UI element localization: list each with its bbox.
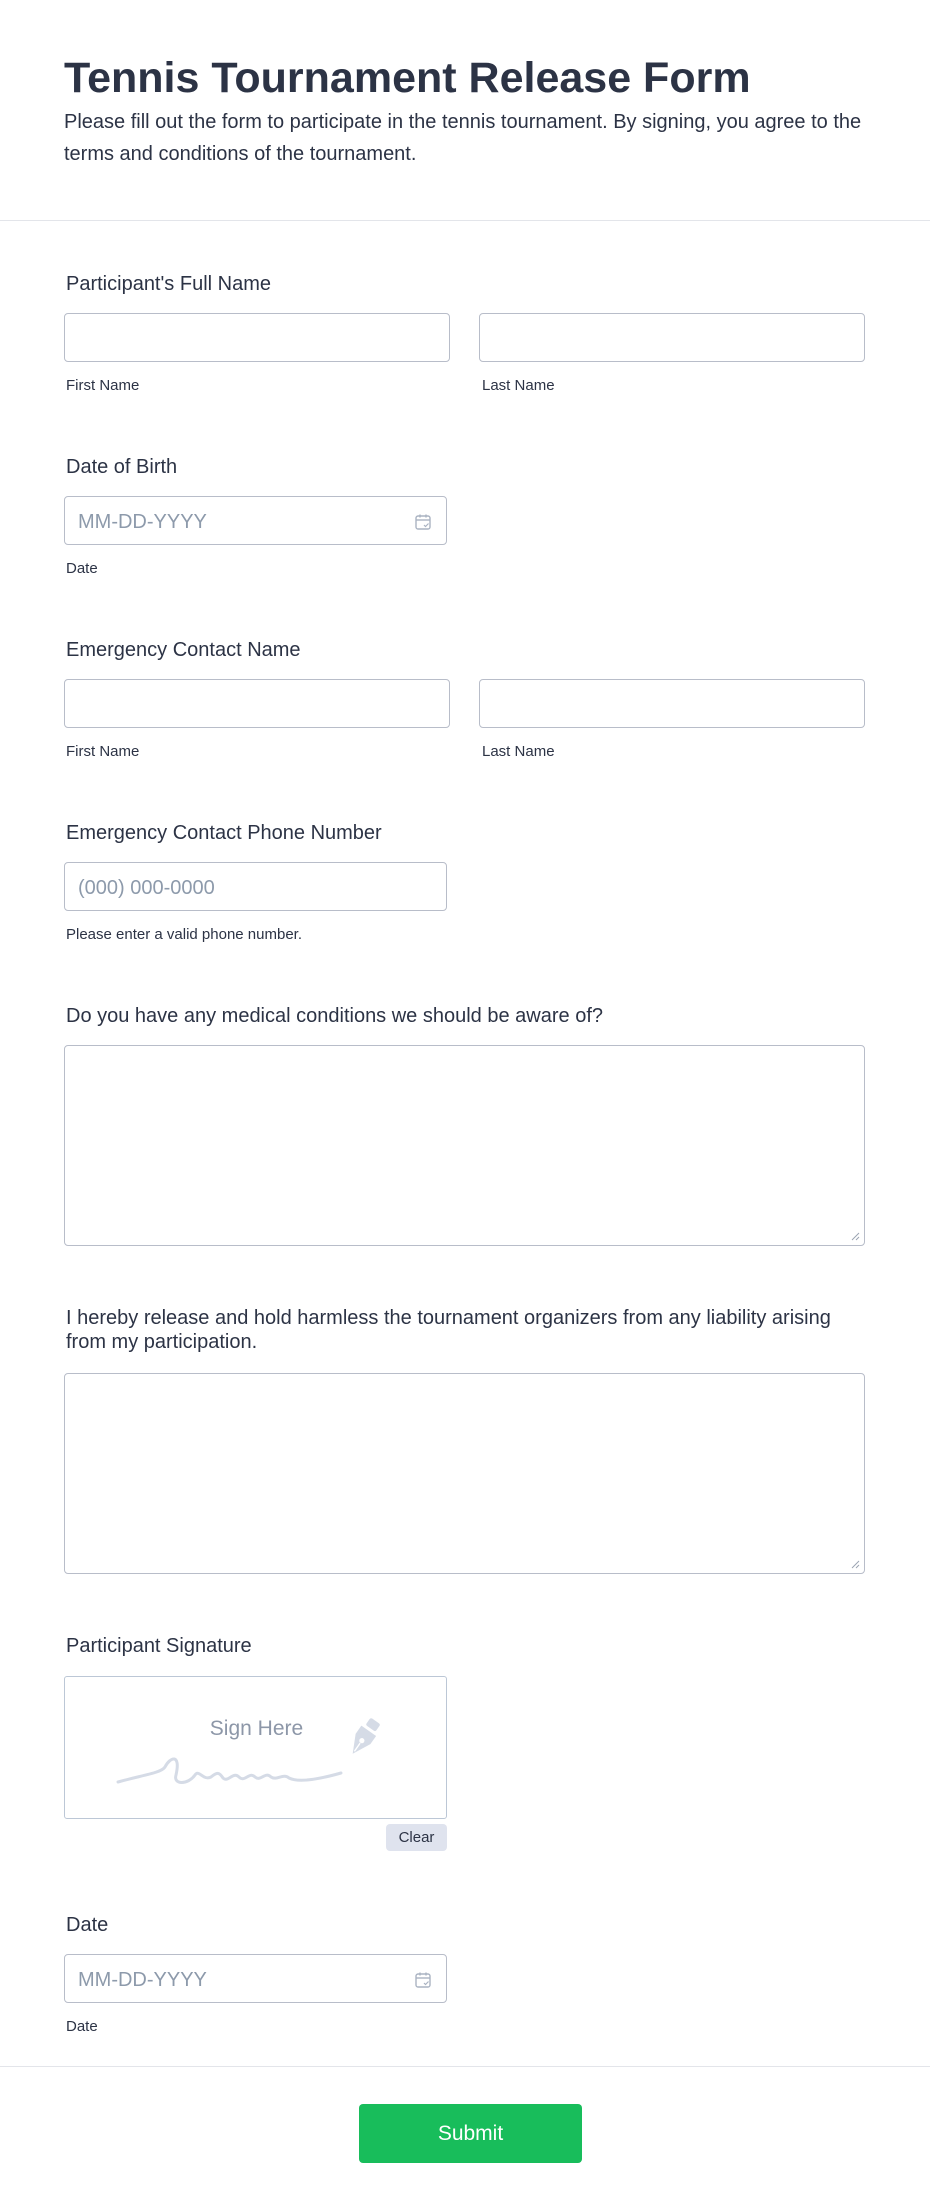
emergency-name-label: Emergency Contact Name	[66, 639, 301, 661]
participant-first-name-sublabel: First Name	[66, 377, 140, 394]
pen-nib-icon	[345, 1717, 381, 1761]
emergency-last-name-input[interactable]	[479, 679, 865, 728]
calendar-icon[interactable]	[414, 513, 432, 531]
emergency-first-name-sublabel: First Name	[66, 743, 140, 760]
date-input[interactable]	[64, 1954, 447, 2003]
date-placeholder: MM-DD-YYYY	[78, 1969, 207, 1991]
calendar-icon[interactable]	[414, 1971, 432, 1989]
resize-grip-icon[interactable]	[851, 1232, 860, 1241]
dob-sublabel: Date	[66, 560, 98, 577]
date-sublabel: Date	[66, 2018, 98, 2035]
release-textarea[interactable]	[64, 1373, 865, 1574]
emergency-phone-placeholder: (000) 000-0000	[78, 877, 215, 899]
medical-label: Do you have any medical conditions we should be aware of?	[66, 1005, 603, 1027]
date-label: Date	[66, 1914, 109, 1936]
resize-grip-icon[interactable]	[851, 1560, 860, 1569]
submit-button[interactable]: Submit	[359, 2104, 582, 2163]
dob-label: Date of Birth	[66, 456, 178, 478]
participant-last-name-sublabel: Last Name	[482, 377, 555, 394]
dob-placeholder: MM-DD-YYYY	[78, 511, 207, 533]
form-header	[0, 0, 930, 221]
dob-input[interactable]	[64, 496, 447, 545]
emergency-last-name-sublabel: Last Name	[482, 743, 555, 760]
participant-last-name-input[interactable]	[479, 313, 865, 362]
form-description: Please fill out the form to participate in the tennis tournament. By signing, you agree to the terms and conditions of the tournament.	[64, 111, 862, 165]
form-title: Tennis Tournament Release Form	[64, 54, 751, 102]
signature-placeholder: Sign Here	[209, 1717, 304, 1740]
release-label: I hereby release and hold harmless the tournament organizers from any liability arising from my participation.	[66, 1307, 831, 1353]
footer-divider	[0, 2066, 930, 2067]
emergency-first-name-input[interactable]	[64, 679, 450, 728]
emergency-phone-input[interactable]	[64, 862, 447, 911]
signature-pad[interactable]	[64, 1676, 447, 1819]
emergency-phone-label: Emergency Contact Phone Number	[66, 822, 382, 844]
participant-name-label: Participant's Full Name	[66, 273, 271, 295]
participant-first-name-input[interactable]	[64, 313, 450, 362]
emergency-phone-sublabel: Please enter a valid phone number.	[66, 926, 302, 943]
signature-label: Participant Signature	[66, 1635, 252, 1657]
clear-signature-button[interactable]: Clear	[386, 1824, 447, 1851]
medical-textarea[interactable]	[64, 1045, 865, 1246]
